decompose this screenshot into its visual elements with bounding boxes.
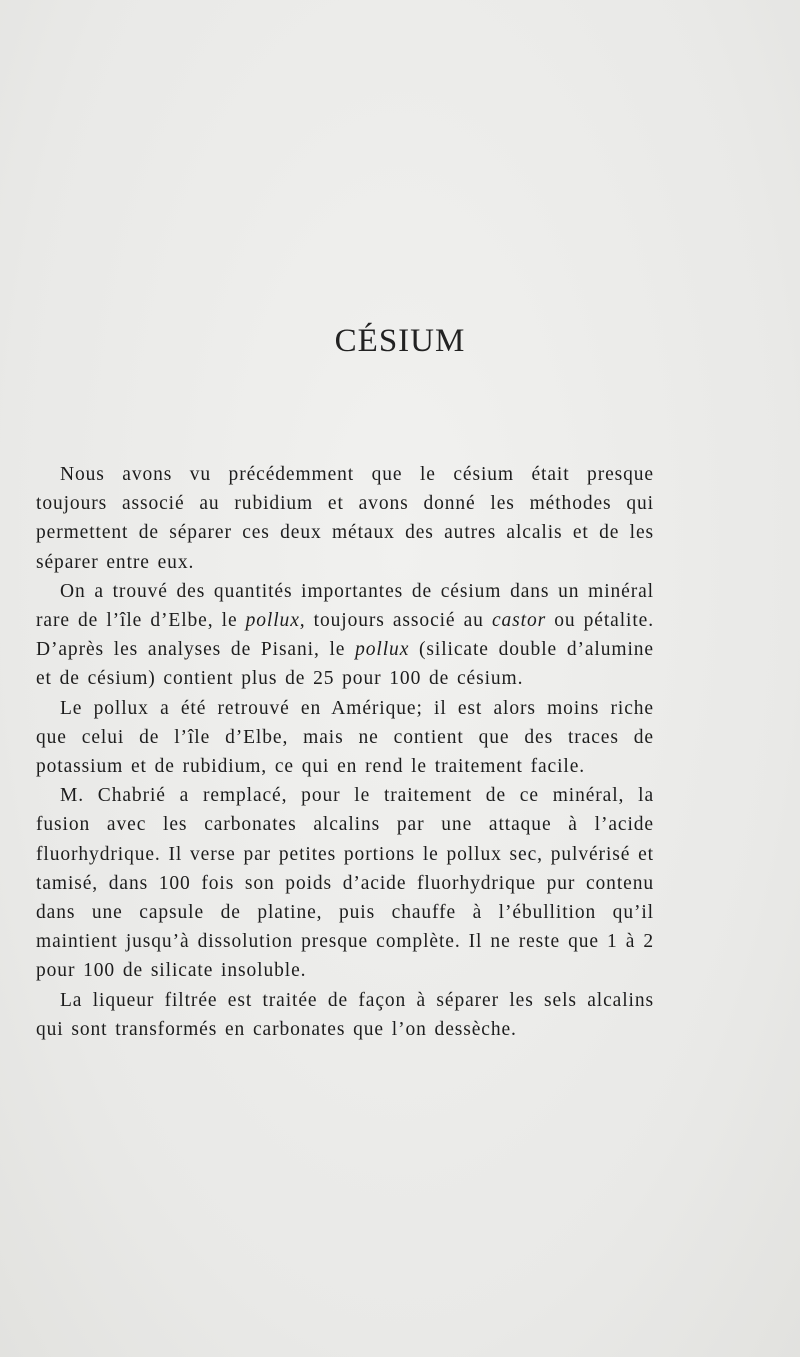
italic-term: pollux [355, 639, 410, 661]
text-run: (silicate double d’alumine et de césium) contient plus de 25 pour 100 de césium. [36, 639, 654, 690]
text-run: On a trouvé des quantités importantes de césium dans un minéral rare de l’île d’Elbe, le [36, 580, 654, 632]
chapter-title: CÉSIUM [334, 323, 466, 359]
italic-term: pollux, [245, 610, 306, 632]
paragraph [36, 781, 654, 985]
paragraph [36, 986, 654, 1044]
paragraph [36, 694, 654, 782]
text-run: toujours associé au [305, 610, 492, 632]
text-run: ou pétalite. D’après les analyses de Pisani, le [36, 610, 654, 661]
italic-term: castor [491, 610, 547, 632]
text-run: M. Chabrié a remplacé, pour le traitement de ce minéral, la fusion avec les carbonates alcalins par une attaque à l’acide fluorhydrique. Il verse par petites portions le pollux sec, pulvérisé et tamisé, dans 100 fois son poids d’acide fluorhydrique pur contenu dans une capsule de platine, puis chauffe à l’ébullition qu’il maintient jusqu’à dissolution presque complète. Il ne reste que 1 à 2 pour 100 de silicate insoluble. [36, 785, 654, 982]
paragraph [36, 577, 654, 694]
text-run: Le pollux a été retrouvé en Amérique; il est alors moins riche que celui de l’île d’Elbe, mais ne contient que des traces de potassium et de rubidium, ce qui en rend le traitement facile. [36, 697, 654, 778]
text-run: Nous avons vu précédemment que le césium était presque toujours associé au rubidium et avons donné les méthodes qui permettent de séparer ces deux métaux des autres alcalis et de les séparer entre eux. [36, 464, 654, 573]
paragraph [36, 460, 654, 577]
text-run: La liqueur filtrée est traitée de façon à séparer les sels alcalins qui sont transformés en carbonates que l’on dessèche. [36, 989, 654, 1040]
body-text [36, 460, 654, 1044]
